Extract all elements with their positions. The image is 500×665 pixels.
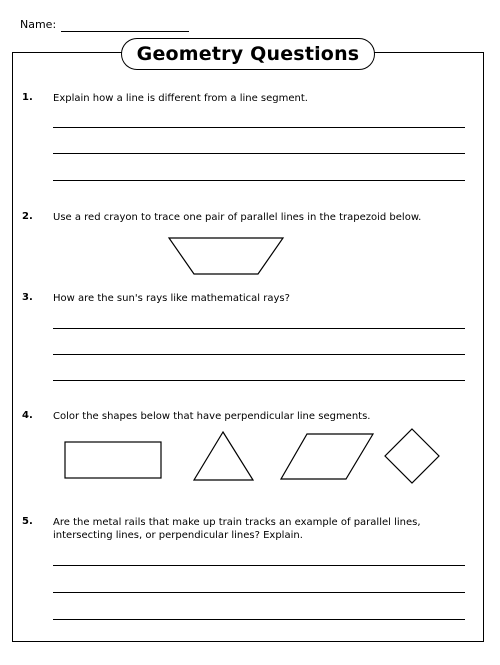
- answer-line[interactable]: [53, 565, 465, 566]
- answer-line[interactable]: [53, 380, 465, 381]
- answer-line[interactable]: [53, 153, 465, 154]
- question-3-number: 3.: [22, 292, 33, 303]
- question-4-text: Color the shapes below that have perpendicular line segments.: [53, 411, 371, 422]
- question-1-text: Explain how a line is different from a line segment.: [53, 93, 308, 104]
- answer-line[interactable]: [53, 328, 465, 329]
- page-title: [121, 38, 375, 70]
- name-field-line[interactable]: [61, 31, 189, 32]
- answer-line[interactable]: [53, 592, 465, 593]
- page-title-text: Geometry Questions: [136, 43, 360, 65]
- worksheet-border: [12, 52, 484, 642]
- question-4-number: 4.: [22, 410, 33, 421]
- question-5-number: 5.: [22, 516, 33, 527]
- answer-line[interactable]: [53, 619, 465, 620]
- answer-line[interactable]: [53, 354, 465, 355]
- answer-line[interactable]: [53, 127, 465, 128]
- name-label: Name:: [20, 18, 57, 31]
- diamond-shape[interactable]: [384, 428, 440, 484]
- parallelogram-shape[interactable]: [280, 433, 374, 480]
- rectangle-shape[interactable]: [64, 441, 162, 479]
- triangle-shape[interactable]: [193, 431, 254, 481]
- question-5-text: Are the metal rails that make up train tracks an example of parallel lines, intersecting lines, or perpendicular lines? Explain.: [53, 517, 421, 541]
- question-2-number: 2.: [22, 211, 33, 222]
- question-1-number: 1.: [22, 92, 33, 103]
- trapezoid-shape[interactable]: [168, 237, 284, 275]
- answer-line[interactable]: [53, 180, 465, 181]
- question-3-text: How are the sun's rays like mathematical rays?: [53, 293, 290, 304]
- question-2-text: Use a red crayon to trace one pair of parallel lines in the trapezoid below.: [53, 212, 422, 223]
